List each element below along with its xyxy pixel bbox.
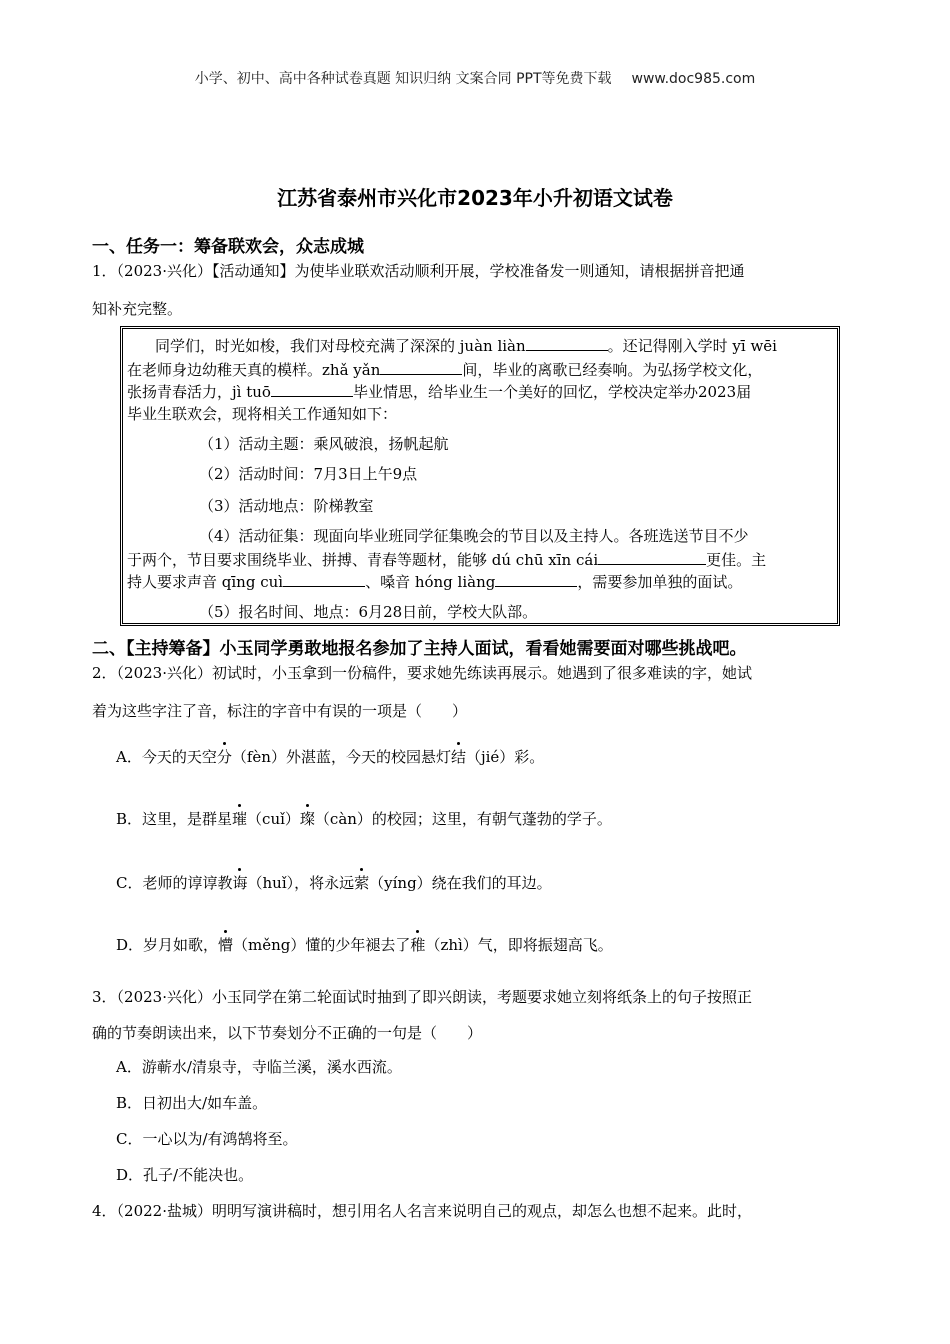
q3-option-a[interactable]: A．游蕲水/清泉寺，寺临兰溪，溪水西流。 [116, 1058, 402, 1076]
q1-line2: 知补充完整。 [92, 300, 183, 318]
blank-input[interactable] [495, 572, 577, 587]
q2-line1: 2．（2023·兴化）初试时，小玉拿到一份稿件，要求她先练读再展示。她遇到了很多难读的字，她试 [92, 664, 752, 682]
blank-input[interactable] [380, 360, 462, 375]
q1-line1: 1．（2023·兴化）【活动通知】为使毕业联欢活动顺利开展，学校准备发一则通知，请根据拼音把通 [92, 262, 745, 280]
blank-input[interactable] [271, 382, 353, 397]
q3-option-c[interactable]: C．一心以为/有鸿鹄将至。 [116, 1130, 298, 1148]
section1-heading: 一、任务一：筹备联欢会，众志成城 [92, 237, 364, 257]
notice-box [120, 326, 840, 626]
notice-item2: （2）活动时间：7月3日上午9点 [199, 465, 418, 483]
notice-p2: 在老师身边幼稚天真的模样。zhǎ yǎn 间，毕业的离歌已经奏响。为弘扬学校文化， [127, 361, 763, 379]
blank-input[interactable] [526, 336, 608, 351]
notice-p1: 同学们，时光如梭，我们对母校充满了深深的 juàn liàn 。还记得刚入学时 yī wēi [155, 337, 777, 355]
notice-p3: 张扬青春活力，jì tuō 毕业情思，给毕业生一个美好的回忆，学校决定举办2023届 [127, 383, 752, 401]
notice-item5: （5）报名时间、地点：6月28日前，学校大队部。 [199, 603, 538, 621]
q3-option-d[interactable]: D．孔子/不能决也。 [116, 1166, 254, 1184]
q3-option-b[interactable]: B．日初出大/如车盖。 [116, 1094, 268, 1112]
blank-input[interactable] [283, 572, 365, 587]
notice-item4-c: 持人要求声音 qīng cuì 、嗓音 hóng liàng ，需要参加单独的面试。 [127, 573, 743, 591]
q2-option-d[interactable]: D．岁月如歌，懵（měng）懂的少年褪去了稚（zhì）气，即将振翅高飞。 [116, 936, 613, 954]
notice-item3: （3）活动地点：阶梯教室 [199, 497, 374, 515]
notice-item1: （1）活动主题：乘风破浪，扬帆起航 [199, 435, 449, 453]
q3-line2: 确的节奏朗读出来，以下节奏划分不正确的一句是（ ） [92, 1024, 483, 1042]
q2-option-a[interactable]: A．今天的天空分（fèn）外湛蓝，今天的校园悬灯结（jié）彩。 [116, 748, 545, 766]
notice-p4: 毕业生联欢会，现将相关工作通知如下： [127, 405, 398, 423]
notice-item4: （4）活动征集：现面向毕业班同学征集晚会的节目以及主持人。各班选送节目不少 [199, 527, 749, 545]
page-header [0, 68, 950, 88]
q2-option-c[interactable]: C．老师的谆谆教诲（huǐ），将永远萦（yíng）绕在我们的耳边。 [116, 874, 552, 892]
section2-heading: 二、【主持筹备】小玉同学勇敢地报名参加了主持人面试，看看她需要面对哪些挑战吧。 [92, 639, 747, 659]
q2-line2: 着为这些字注了音，标注的字音中有误的一项是（ ） [92, 702, 468, 720]
header-text: 小学、初中、高中各种试卷真题 知识归纳 文案合同 PPT等免费下载 [194, 71, 612, 87]
notice-item4-b: 于两个，节目要求围绕毕业、拼搏、青春等题材，能够 dú chū xīn cái 更佳。主 [127, 551, 767, 569]
header-site[interactable]: www.doc985.com [631, 71, 756, 87]
doc-title: 江苏省泰州市兴化市2023年小升初语文试卷 [277, 186, 673, 210]
q3-line1: 3．（2023·兴化）小玉同学在第二轮面试时抽到了即兴朗读，考题要求她立刻将纸条上的句子按照正 [92, 988, 752, 1006]
blank-input[interactable] [598, 550, 706, 565]
q4-line1: 4．（2022·盐城）明明写演讲稿时，想引用名人名言来说明自己的观点，却怎么也想不起来。此时， [92, 1202, 752, 1220]
q2-option-b[interactable]: B．这里，是群星璀（cuǐ）璨（càn）的校园；这里，有朝气蓬勃的学子。 [116, 810, 612, 828]
